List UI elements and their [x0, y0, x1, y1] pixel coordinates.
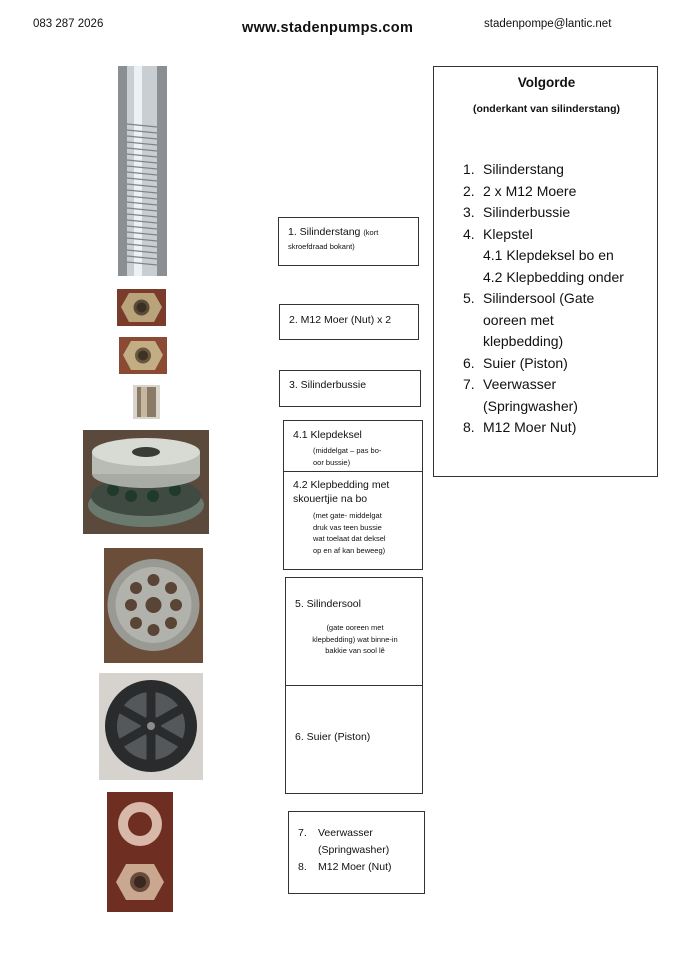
- label-klepbedding-main-1: 4.2 Klepbedding met: [293, 479, 390, 491]
- volgorde-item-text: M12 Moer Nut): [483, 419, 577, 435]
- volgorde-item-text: klepbedding): [483, 333, 564, 349]
- label-suier-text: 6. Suier (Piston): [295, 731, 371, 743]
- volgorde-item-num: 7.: [463, 376, 475, 392]
- volgorde-item: [463, 396, 655, 418]
- label-klepbedding-note-4: op en af kan beweeg): [313, 545, 386, 555]
- threaded-rod-photo: [118, 66, 167, 276]
- volgorde-item-text: Suier (Piston): [483, 354, 568, 371]
- volgorde-subtitle: (onderkant van silinderstang): [472, 103, 621, 115]
- volgorde-item: [463, 159, 655, 181]
- label-veerwasser-moer: [288, 811, 425, 894]
- label-silindersool-main: 5. Silindersool: [295, 598, 361, 610]
- cylinder-sole-photo: [104, 548, 203, 663]
- volgorde-item-text: 2 x M12 Moere: [483, 182, 577, 199]
- volgorde-item: [463, 374, 655, 396]
- label-silindersool-note-2: klepbedding) wat binne-in: [312, 634, 398, 644]
- label-m12-moer-text: 2. M12 Moer (Nut) x 2: [289, 314, 392, 326]
- volgorde-item-num: 3.: [463, 204, 475, 220]
- volgorde-item-num: 1.: [463, 161, 475, 177]
- volgorde-panel: [433, 66, 658, 477]
- label-veerwasser-num: 7.: [298, 827, 307, 839]
- volgorde-item-num: 8.: [463, 419, 475, 435]
- label-klepdeksel-note-1: (middelgat – pas bo-: [313, 446, 382, 455]
- volgorde-list: [463, 159, 655, 439]
- volgorde-item: [463, 224, 655, 246]
- label-silindersool-note-3: bakkie van sool lê: [325, 646, 385, 656]
- volgorde-item: [463, 310, 655, 332]
- label-veerwasser-text: Veerwasser: [318, 827, 373, 839]
- volgorde-item-text: 4.1 Klepdeksel bo en: [483, 247, 614, 263]
- label-veerwasser-text-2: (Springwasher): [318, 844, 390, 856]
- bush-photo: [133, 385, 160, 419]
- volgorde-item-text: Silindersool (Gate: [483, 290, 595, 306]
- label-silindersool-note-1: (gate ooreen met: [326, 623, 384, 632]
- piston-photo: [99, 673, 203, 780]
- washer-and-nut-photo: [107, 792, 173, 912]
- volgorde-item-text: Veerwasser: [483, 376, 557, 392]
- volgorde-item: [463, 245, 655, 267]
- label-klepbedding-note-2: druk vas teen bussie: [313, 522, 382, 532]
- label-m12-moer: [279, 304, 419, 340]
- label-klepbedding-note-3: wat toelaat dat deksel: [313, 534, 386, 544]
- header-phone: 083 287 2026: [33, 18, 104, 30]
- volgorde-item: [463, 202, 655, 224]
- label-silinderstang-note-2: skroefdraad bokant): [288, 242, 355, 252]
- nut-photo-2: [119, 337, 167, 374]
- volgorde-item: [463, 417, 655, 439]
- label-klepdeksel-main: 4.1 Klepdeksel: [293, 429, 362, 441]
- volgorde-item-num: 4.: [463, 225, 475, 242]
- volgorde-item-num: 2.: [463, 182, 475, 199]
- label-silinderbussie: [279, 370, 421, 407]
- label-silinderstang-main: 1. Silinderstang: [288, 226, 361, 238]
- label-silinderstang: [278, 217, 419, 266]
- label-klepbedding: [283, 471, 423, 570]
- volgorde-item-num: 5.: [463, 290, 475, 306]
- label-silinderbussie-text: 3. Silinderbussie: [289, 379, 367, 391]
- volgorde-item: [463, 353, 655, 375]
- label-klepdeksel: [283, 420, 423, 472]
- label-moer-text: M12 Moer (Nut): [318, 861, 392, 873]
- volgorde-item-text: Klepstel: [483, 225, 533, 242]
- volgorde-item: [463, 331, 655, 353]
- volgorde-item-text: Silinderstang: [483, 161, 564, 177]
- nut-photo: [117, 289, 166, 326]
- volgorde-item-num: 6.: [463, 354, 475, 371]
- label-silinderstang-note: (kort: [363, 228, 379, 237]
- header-email[interactable]: stadenpompe@lantic.net: [484, 18, 612, 30]
- valve-set-photo: [83, 430, 209, 534]
- volgorde-item: [463, 181, 655, 203]
- volgorde-item-text: (Springwasher): [483, 397, 578, 414]
- volgorde-item: [463, 267, 655, 289]
- label-klepbedding-main-2: skouertjie na bo: [293, 493, 368, 506]
- volgorde-item-text: Silinderbussie: [483, 204, 571, 220]
- volgorde-item-text: 4.2 Klepbedding onder: [483, 268, 624, 285]
- volgorde-title: Volgorde: [517, 75, 576, 90]
- label-klepdeksel-note-2: oor bussie): [313, 457, 351, 467]
- label-silindersool: [285, 577, 423, 686]
- label-klepbedding-note-1: (met gate- middelgat: [313, 511, 382, 520]
- label-moer-num: 8.: [298, 861, 307, 873]
- label-suier: [285, 685, 423, 794]
- header-website[interactable]: www.stadenpumps.com: [242, 20, 414, 36]
- volgorde-item: [463, 288, 655, 310]
- volgorde-item-text: ooreen met: [483, 311, 554, 328]
